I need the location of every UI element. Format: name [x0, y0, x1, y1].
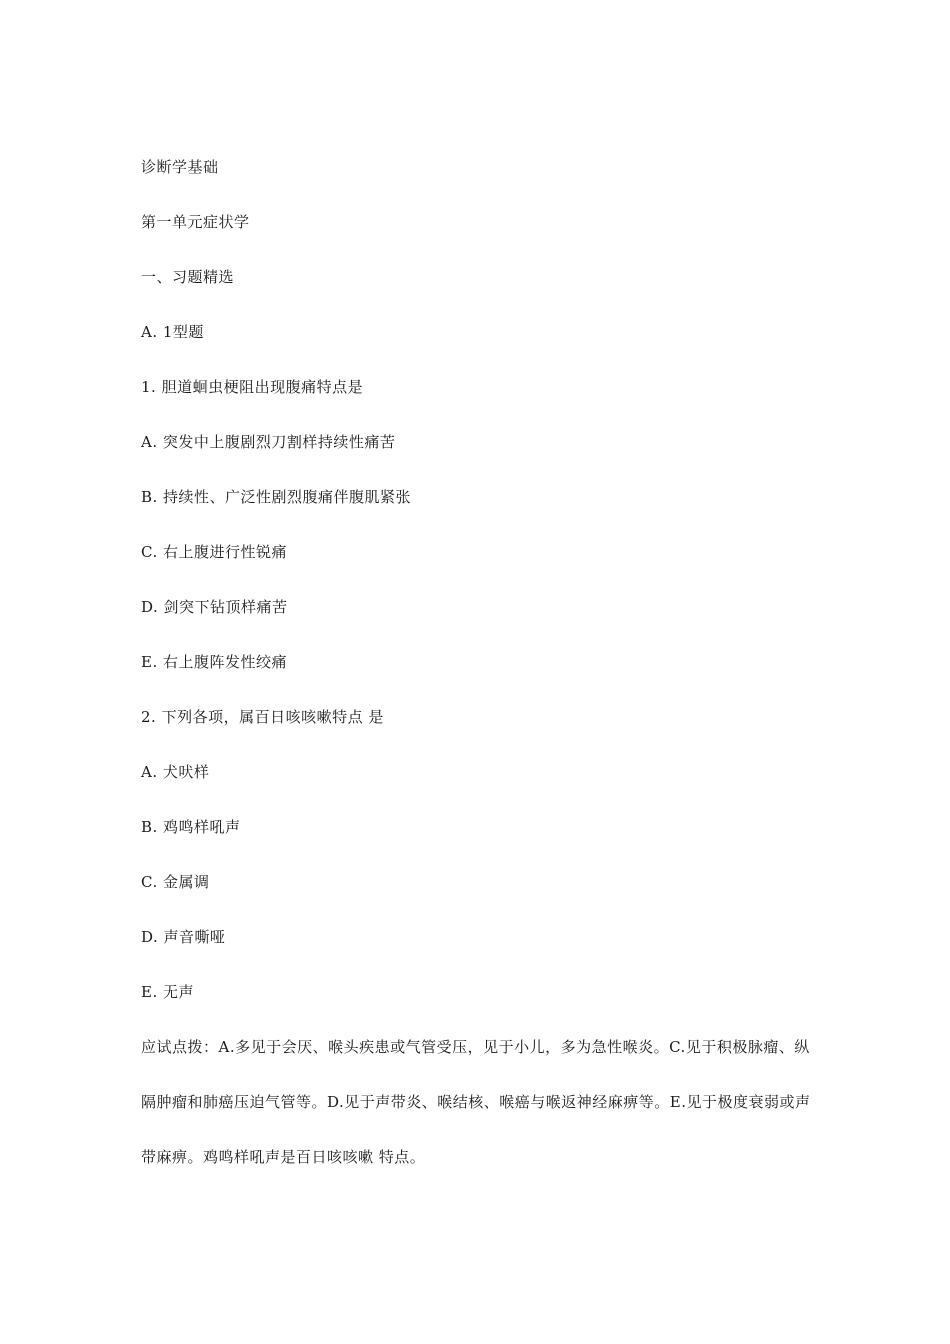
- question-option: D. 声音嘶哑: [141, 928, 226, 946]
- question-option: C. 金属调: [141, 873, 210, 891]
- question-stem: 1. 胆道蛔虫梗阻出现腹痛特点是: [141, 378, 364, 396]
- question-stem: 2. 下列各项，属百日咳咳嗽特点 是: [141, 708, 384, 726]
- question-option: E. 无声: [141, 983, 194, 1001]
- question-option: A. 犬吠样: [141, 763, 210, 781]
- document-title: 诊断学基础: [141, 158, 219, 176]
- question-type-heading: A. 1型题: [141, 323, 204, 341]
- question-option: B. 持续性、广泛性剧烈腹痛伴腹肌紧张: [141, 488, 412, 506]
- unit-heading: 第一单元症状学: [141, 213, 250, 231]
- question-option: C. 右上腹进行性锐痛: [141, 543, 287, 561]
- question-option: D. 剑突下钻顶样痛苦: [141, 598, 288, 616]
- question-option: A. 突发中上腹剧烈刀割样持续性痛苦: [141, 433, 396, 451]
- section-heading: 一、习题精选: [141, 268, 235, 286]
- question-option: B. 鸡鸣样吼声: [141, 818, 241, 836]
- explanation-paragraph: 应试点拨：A.多见于会厌、喉头疾患或气管受压，见于小儿，多为急性喉炎。C.见于积极脉瘤、纵隔肿瘤和肺癌压迫气管等。D.见于声带炎、喉结核、喉癌与喉返神经麻痹等。E.见于极度衰弱或声带麻痹。鸡鸣样吼声是百日咳咳嗽 特点。: [141, 1038, 811, 1166]
- question-option: E. 右上腹阵发性绞痛: [141, 653, 287, 671]
